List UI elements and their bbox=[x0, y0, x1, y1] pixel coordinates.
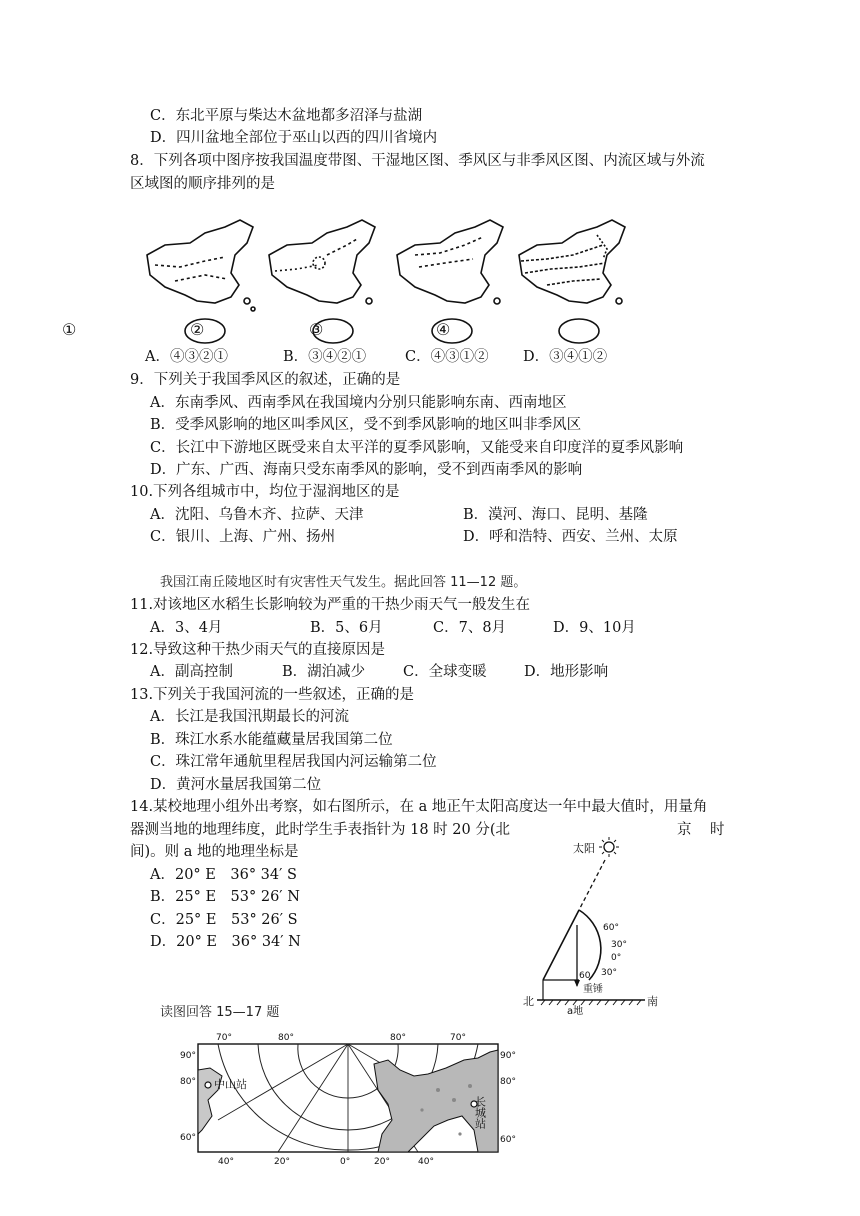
map-label-4: ④ bbox=[436, 320, 451, 339]
q9-option-c: C．长江中下游地区既受来自太平洋的夏季风影响，又能受来自印度洋的夏季风影响 bbox=[150, 440, 684, 456]
q9-stem: 9．下列关于我国季风区的叙述，正确的是 bbox=[130, 372, 401, 388]
q14-stem-line1: 14.某校地理小组外出考察，如右图所示，在 a 地正午太阳高度达一年中最大值时，用量角 bbox=[130, 799, 708, 815]
q9-option-a: A．东南季风、西南季风在我国境内分别只能影响东南、西南地区 bbox=[150, 395, 567, 411]
map-label-3: ③ bbox=[309, 320, 324, 339]
svg-text:40°: 40° bbox=[218, 1157, 234, 1167]
q8-option-b: B．③④②① bbox=[283, 349, 367, 365]
sun-icon bbox=[604, 842, 614, 852]
china-map-3 bbox=[397, 220, 503, 304]
site-label: a地 bbox=[567, 1006, 584, 1015]
svg-text:80°: 80° bbox=[278, 1033, 294, 1043]
q14-stem-line2: 器测当地的地理纬度，此时学生手表指针为 18 时 20 分(北 bbox=[130, 822, 510, 838]
q13-stem: 13.下列关于我国河流的一些叙述，正确的是 bbox=[130, 687, 415, 703]
q10-option-b: B．漠河、海口、昆明、基隆 bbox=[463, 507, 648, 523]
q14-option-c: C．25° E 53° 26′ S bbox=[150, 912, 298, 928]
map-label-oval-4 bbox=[559, 319, 599, 343]
svg-text:80°: 80° bbox=[390, 1033, 406, 1043]
q8-stem-line2: 区域图的顺序排列的是 bbox=[130, 176, 275, 192]
svg-text:20°: 20° bbox=[374, 1157, 390, 1167]
china-map-4 bbox=[519, 220, 625, 304]
intro-15-17: 读图回答 15—17 题 bbox=[160, 1005, 280, 1020]
q8-stem-line1: 8．下列各项中图序按我国温度带图、干湿地区图、季风区与非季风区图、内流区域与外流 bbox=[130, 153, 705, 169]
svg-text:30°: 30° bbox=[611, 940, 627, 950]
china-map-1 bbox=[147, 220, 255, 311]
svg-text:70°: 70° bbox=[216, 1033, 232, 1043]
q8-option-a: A．④③②① bbox=[145, 349, 228, 365]
great-wall-station-label: 长城站 bbox=[473, 1096, 487, 1129]
map-label-1: ① bbox=[62, 320, 77, 339]
zhongshan-station-label: 中山站 bbox=[214, 1078, 247, 1091]
q10-option-a: A．沈阳、乌鲁木齐、拉萨、天津 bbox=[150, 507, 364, 523]
q14-option-a: A．20° E 36° 34′ S bbox=[150, 867, 297, 883]
q12-option-a: A．副高控制 bbox=[150, 664, 233, 680]
q11-option-c: C．7、8月 bbox=[433, 620, 507, 636]
map-label-2: ② bbox=[190, 320, 205, 339]
q13-option-d: D．黄河水量居我国第二位 bbox=[150, 777, 322, 793]
antarctic-stations-map bbox=[178, 1030, 523, 1170]
svg-text:60°: 60° bbox=[500, 1135, 516, 1145]
sun-ray bbox=[579, 860, 605, 910]
plumb-label: 重锤 bbox=[583, 984, 603, 995]
svg-text:60: 60 bbox=[579, 971, 591, 981]
q14-option-d: D．20° E 36° 34′ N bbox=[150, 934, 301, 950]
intro-11-12: 我国江南丘陵地区时有灾害性天气发生。据此回答 11—12 题。 bbox=[160, 575, 527, 590]
svg-text:80°: 80° bbox=[500, 1077, 516, 1087]
q11-option-b: B．5、6月 bbox=[310, 620, 383, 636]
q10-stem: 10.下列各组城市中，均位于湿润地区的是 bbox=[130, 484, 400, 500]
svg-text:30°: 30° bbox=[601, 968, 617, 978]
svg-text:40°: 40° bbox=[418, 1157, 434, 1167]
protractor-arc bbox=[579, 910, 601, 980]
q11-stem: 11.对该地区水稻生长影响较为严重的干热少雨天气一般发生在 bbox=[130, 597, 531, 613]
sun-label: 太阳 bbox=[573, 842, 595, 855]
q9-option-b: B．受季风影响的地区叫季风区，受不到季风影响的地区叫非季风区 bbox=[150, 417, 582, 433]
q10-option-c: C．银川、上海、广州、扬州 bbox=[150, 529, 336, 545]
north-label: 北 bbox=[523, 995, 534, 1008]
q13-option-a: A．长江是我国汛期最长的河流 bbox=[150, 709, 349, 725]
svg-text:60°: 60° bbox=[603, 923, 619, 933]
q12-option-c: C．全球变暖 bbox=[403, 664, 487, 680]
q9-option-d: D．广东、广西、海南只受东南季风的影响，受不到西南季风的影响 bbox=[150, 462, 583, 478]
svg-text:90°: 90° bbox=[500, 1051, 516, 1061]
q14-stem-line3: 间)。则 a 地的地理坐标是 bbox=[130, 844, 299, 860]
q14-stem-line2-c: 时 bbox=[710, 822, 725, 838]
q14-stem-line2-b: 京 bbox=[677, 822, 692, 838]
q12-option-b: B．湖泊减少 bbox=[282, 664, 366, 680]
q7-option-d: D．四川盆地全部位于巫山以西的四川省境内 bbox=[150, 130, 438, 146]
svg-text:20°: 20° bbox=[274, 1157, 290, 1167]
south-label: 南 bbox=[647, 995, 658, 1008]
svg-text:90°: 90° bbox=[180, 1051, 196, 1061]
q12-option-d: D．地形影响 bbox=[524, 664, 609, 680]
q8-option-c: C．④③①② bbox=[405, 349, 489, 365]
svg-text:70°: 70° bbox=[450, 1033, 466, 1043]
q8-china-maps bbox=[135, 215, 635, 350]
q7-option-c: C．东北平原与柴达木盆地都多沼泽与盐湖 bbox=[150, 108, 423, 124]
svg-text:0°: 0° bbox=[340, 1157, 351, 1167]
svg-text:0°: 0° bbox=[611, 953, 622, 963]
zhongshan-station-marker bbox=[205, 1082, 211, 1088]
q11-option-a: A．3、4月 bbox=[150, 620, 223, 636]
svg-text:80°: 80° bbox=[180, 1077, 196, 1087]
q11-option-d: D．9、10月 bbox=[553, 620, 636, 636]
q13-option-c: C．珠江常年通航里程居我国内河运输第二位 bbox=[150, 754, 437, 770]
q14-option-b: B．25° E 53° 26′ N bbox=[150, 889, 300, 905]
q14-sun-angle-figure bbox=[515, 830, 675, 1015]
svg-text:60°: 60° bbox=[180, 1133, 196, 1143]
q12-stem: 12.导致这种干热少雨天气的直接原因是 bbox=[130, 642, 386, 658]
china-map-2 bbox=[269, 220, 375, 304]
q8-option-d: D．③④①② bbox=[523, 349, 608, 365]
q13-option-b: B．珠江水系水能蕴藏量居我国第二位 bbox=[150, 732, 393, 748]
q10-option-d: D．呼和浩特、西安、兰州、太原 bbox=[463, 529, 678, 545]
